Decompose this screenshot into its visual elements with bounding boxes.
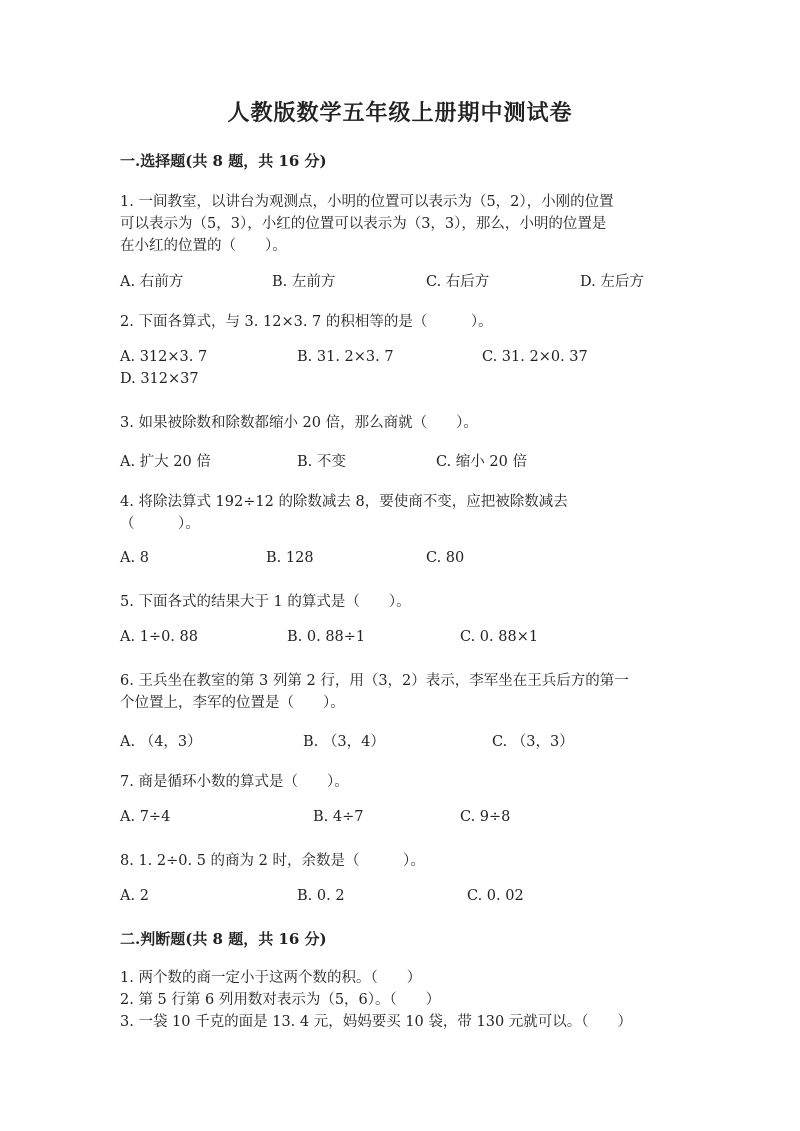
question-6-line-1: 6. 王兵坐在教室的第 3 列第 2 行，用（3，2）表示，李军坐在王兵后方的第一	[120, 673, 629, 689]
question-2-option-a: A. 312×3. 7	[120, 349, 208, 365]
question-6-option-c: C. （3，3）	[492, 734, 574, 750]
question-8-line-1: 8. 1. 2÷0. 5 的商为 2 时，余数是（ ）。	[120, 853, 425, 869]
judgement-item-1: 1. 两个数的商一定小于这两个数的积。（ ）	[120, 970, 422, 986]
question-3-option-a: A. 扩大 20 倍	[120, 454, 211, 470]
question-1-option-d: D. 左后方	[580, 274, 644, 290]
question-1-line-2: 可以表示为（5，3），小红的位置可以表示为（3，3），那么，小明的位置是	[120, 216, 607, 232]
question-3-line-1: 3. 如果被除数和除数都缩小 20 倍，那么商就（ ）。	[120, 415, 478, 431]
question-2-line-1: 2. 下面各算式，与 3. 12×3. 7 的积相等的是（ ）。	[120, 314, 493, 330]
question-6-option-a: A. （4，3）	[120, 734, 202, 750]
question-7-line-1: 7. 商是循环小数的算式是（ ）。	[120, 774, 349, 790]
question-5-option-a: A. 1÷0. 88	[120, 629, 198, 645]
question-6-option-b: B. （3，4）	[303, 734, 385, 750]
judgement-item-2: 2. 第 5 行第 6 列用数对表示为（5，6）。（ ）	[120, 992, 441, 1008]
question-2-option-b: B. 31. 2×3. 7	[297, 349, 394, 365]
question-8-option-c: C. 0. 02	[467, 888, 524, 904]
question-5-option-c: C. 0. 88×1	[460, 629, 539, 645]
question-2-option-d: D. 312×37	[120, 371, 199, 387]
question-5-line-1: 5. 下面各式的结果大于 1 的算式是（ ）。	[120, 594, 411, 610]
question-7-option-c: C. 9÷8	[460, 809, 511, 825]
question-1-option-a: A. 右前方	[120, 274, 184, 290]
question-7-option-b: B. 4÷7	[313, 809, 364, 825]
question-6-line-2: 个位置上，李军的位置是（ ）。	[120, 695, 345, 711]
question-1-option-c: C. 右后方	[426, 274, 490, 290]
question-4-option-b: B. 128	[266, 550, 314, 566]
section-header-judgement: 二.判断题(共 8 题，共 16 分)	[120, 930, 327, 948]
question-1-line-1: 1. 一间教室，以讲台为观测点，小明的位置可以表示为（5，2），小刚的位置	[120, 194, 614, 210]
question-4-line-2: （ ）。	[120, 516, 200, 532]
question-7-option-a: A. 7÷4	[120, 809, 171, 825]
question-1-option-b: B. 左前方	[272, 274, 336, 290]
question-5-option-b: B. 0. 88÷1	[287, 629, 366, 645]
question-4-option-c: C. 80	[426, 550, 465, 566]
page-title: 人教版数学五年级上册期中测试卷	[227, 100, 573, 126]
question-3-option-c: C. 缩小 20 倍	[436, 454, 527, 470]
question-4-option-a: A. 8	[120, 550, 149, 566]
judgement-item-3: 3. 一袋 10 千克的面是 13. 4 元，妈妈要买 10 袋，带 130 元就可以。（ ）	[120, 1014, 633, 1030]
question-8-option-b: B. 0. 2	[297, 888, 345, 904]
section-header-choice: 一.选择题(共 8 题，共 16 分)	[120, 152, 327, 170]
question-2-option-c: C. 31. 2×0. 37	[482, 349, 588, 365]
question-1-line-3: 在小红的位置的（ ）。	[120, 238, 287, 254]
question-3-option-b: B. 不变	[297, 454, 346, 470]
question-8-option-a: A. 2	[120, 888, 149, 904]
question-4-line-1: 4. 将除法算式 192÷12 的除数减去 8，要使商不变，应把被除数减去	[120, 494, 568, 510]
